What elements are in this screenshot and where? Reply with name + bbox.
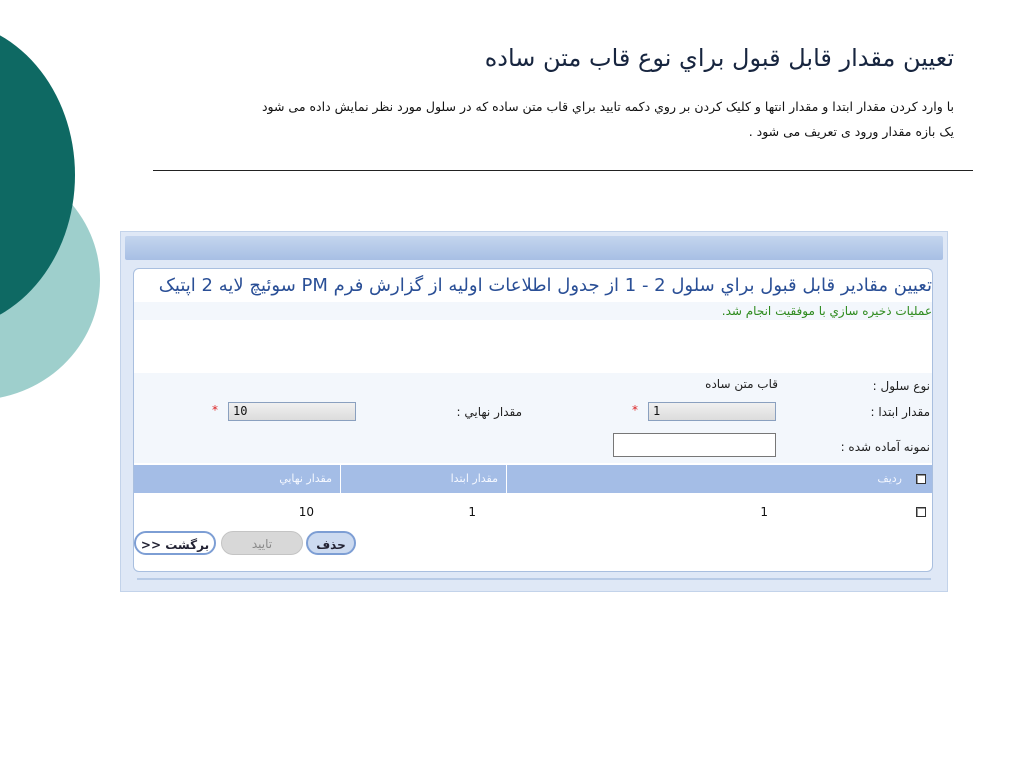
cell-type-label: نوع سلول : <box>872 379 930 393</box>
slide-title: تعيين مقدار قابل قبول براي نوع قاب متن ساده <box>484 44 954 72</box>
cell-type-value: قاب متن ساده <box>705 377 778 391</box>
row-checkbox[interactable] <box>916 507 926 517</box>
title-divider <box>153 170 973 171</box>
app-screenshot <box>120 231 948 592</box>
success-message: عملیات ذخیره سازي با موفقیت انجام شد. <box>134 302 932 320</box>
table-row <box>134 501 932 523</box>
sample-label: نمونه آماده شده : <box>840 440 930 454</box>
end-value-label: مقدار نهايي : <box>456 405 522 419</box>
confirm-button[interactable]: تایید <box>221 531 303 555</box>
end-required-mark: * <box>212 403 218 417</box>
slide-description <box>104 94 954 144</box>
acceptable-values-panel <box>133 268 933 572</box>
panel-title: تعیین مقادیر قابل قبول براي سلول 2 - 1 از جدول اطلاعات اولیه از گزارش فرم PM سوئیچ لایه 2 اپتیک <box>158 275 932 296</box>
sample-input[interactable] <box>613 433 776 457</box>
window-top-bar <box>125 236 943 260</box>
start-value-input[interactable]: 1 <box>648 402 776 421</box>
select-all-checkbox[interactable] <box>916 474 926 484</box>
start-value-label: مقدار ابتدا : <box>870 405 930 419</box>
window-bottom-bar <box>137 578 931 580</box>
start-required-mark: * <box>632 403 638 417</box>
grid-header <box>134 465 932 493</box>
delete-button[interactable]: حذف <box>306 531 356 555</box>
slide-description-line2: یک بازه مقدار ورود ی تعریف می شود . <box>748 124 954 139</box>
cell-start-value: 1 <box>468 505 476 519</box>
end-value-input[interactable]: 10 <box>228 402 356 421</box>
back-button[interactable]: برگشت << <box>134 531 216 555</box>
grid-header-start: مقدار ابتدا <box>340 465 506 493</box>
cell-end-value: 10 <box>298 505 314 519</box>
grid-header-end: مقدار نهايي <box>279 472 332 485</box>
grid-header-row: ردیف <box>506 465 910 493</box>
cell-row-number: 1 <box>760 505 768 519</box>
slide-description-line1: با وارد کردن مقدار ابتدا و مقدار انتها و کلیک کردن بر روي دکمه تایید براي قاب متن ساده که در سلول مورد نظر نمایش داده می شود <box>261 99 954 114</box>
